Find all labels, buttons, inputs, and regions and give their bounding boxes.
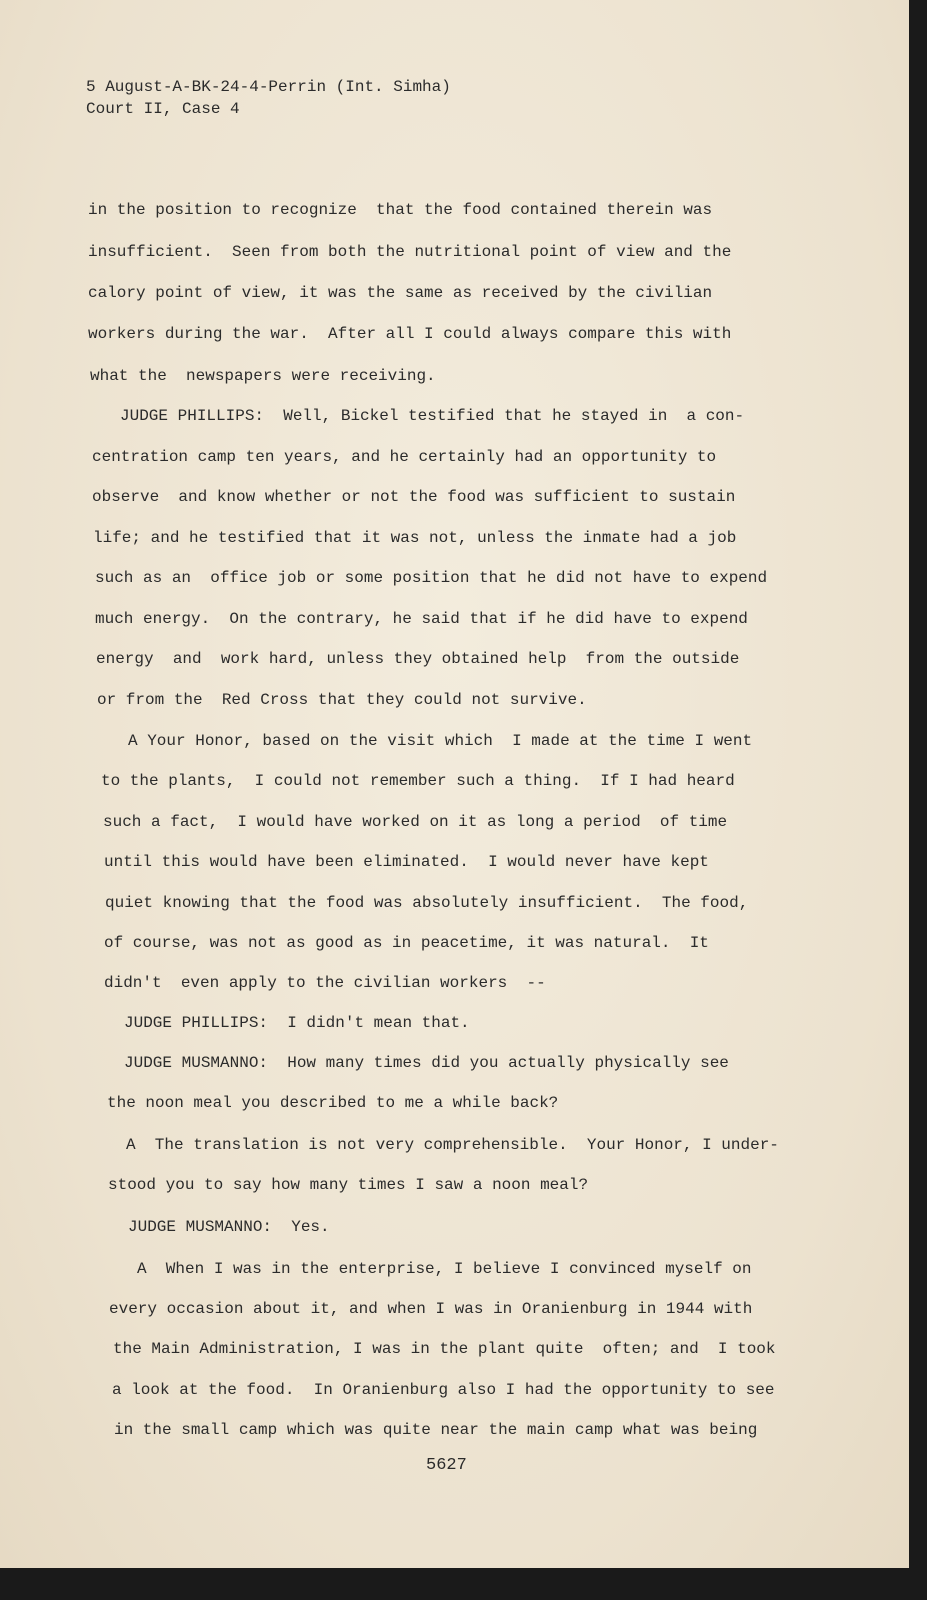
text-line: quiet knowing that the food was absolutely insufficient. The food, — [105, 894, 749, 912]
text-line: workers during the war. After all I could always compare this with — [88, 325, 732, 343]
text-line: insufficient. Seen from both the nutritional point of view and the — [88, 243, 732, 261]
text-line: every occasion about it, and when I was in Oranienburg in 1944 with — [109, 1300, 753, 1318]
text-line: JUDGE MUSMANNO: Yes. — [128, 1218, 330, 1236]
text-line: observe and know whether or not the food was sufficient to sustain — [92, 488, 736, 506]
header-line-1: 5 August-A-BK-24-4-Perrin (Int. Simha) — [86, 78, 451, 96]
page-number: 5627 — [426, 1456, 467, 1475]
text-line: much energy. On the contrary, he said that if he did have to expend — [95, 610, 748, 628]
text-line: of course, was not as good as in peacetime, it was natural. It — [104, 934, 709, 952]
text-line: until this would have been eliminated. I would never have kept — [104, 853, 709, 871]
text-line: or from the Red Cross that they could not survive. — [97, 691, 587, 709]
text-line: JUDGE PHILLIPS: Well, Bickel testified that he stayed in a con- — [120, 407, 745, 425]
text-line: what the newspapers were receiving. — [90, 367, 436, 385]
text-line: to the plants, I could not remember such a thing. If I had heard — [101, 772, 735, 790]
text-line: such as an office job or some position that he did not have to expend — [95, 569, 768, 587]
text-line: the Main Administration, I was in the plant quite often; and I took — [113, 1340, 776, 1358]
text-line: in the small camp which was quite near the main camp what was being — [114, 1421, 758, 1439]
text-line: life; and he testified that it was not, unless the inmate had a job — [93, 529, 737, 547]
text-line: a look at the food. In Oranienburg also I had the opportunity to see — [112, 1381, 775, 1399]
document-header — [86, 76, 451, 120]
text-line: A Your Honor, based on the visit which I made at the time I went — [128, 732, 753, 750]
text-line: didn't even apply to the civilian workers -- — [104, 974, 546, 992]
text-line: A When I was in the enterprise, I believe I convinced myself on — [137, 1260, 752, 1278]
text-line: the noon meal you described to me a while back? — [107, 1094, 559, 1112]
text-line: stood you to say how many times I saw a noon meal? — [108, 1176, 589, 1194]
text-line: A The translation is not very comprehensible. Your Honor, I under- — [126, 1136, 779, 1154]
text-line: such a fact, I would have worked on it as long a period of time — [103, 813, 728, 831]
text-line: JUDGE PHILLIPS: I didn't mean that. — [124, 1014, 470, 1032]
text-line: in the position to recognize that the food contained therein was — [88, 201, 713, 219]
text-line: JUDGE MUSMANNO: How many times did you actually physically see — [124, 1054, 729, 1072]
text-line: calory point of view, it was the same as received by the civilian — [88, 284, 713, 302]
text-line: centration camp ten years, and he certainly had an opportunity to — [92, 448, 717, 466]
text-line: energy and work hard, unless they obtained help from the outside — [96, 650, 740, 668]
header-line-2: Court II, Case 4 — [86, 100, 240, 118]
